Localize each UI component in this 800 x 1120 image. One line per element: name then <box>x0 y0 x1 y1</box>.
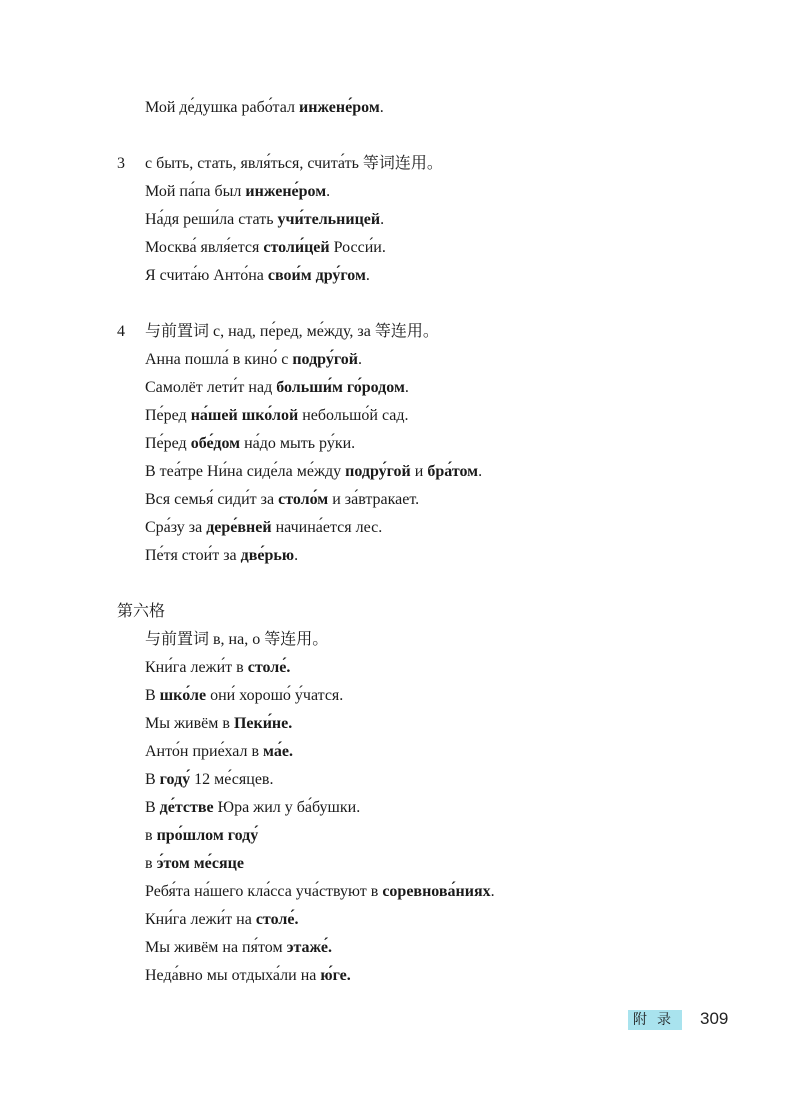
text-span: Кни́га лежи́т на <box>145 911 256 928</box>
emphasized-word: соревнова́ниях <box>382 883 491 900</box>
text-span: Ребя́та на́шего кла́сса уча́ствуют в <box>145 883 383 900</box>
text-span: В <box>145 799 160 816</box>
example-line <box>145 797 360 819</box>
emphasized-word: ю́ге. <box>320 967 351 984</box>
emphasized-word: бра́том <box>427 463 479 480</box>
example-line <box>145 321 439 343</box>
text-span: . <box>478 463 483 480</box>
emphasized-word: подру́гой <box>292 351 358 368</box>
example-line <box>145 97 384 119</box>
text-span: Анна пошла́ в кино́ с <box>145 351 293 368</box>
emphasized-word: столе́. <box>255 911 299 928</box>
section-heading: 第六格 <box>117 603 166 620</box>
text-span: Анто́н прие́хал в <box>145 743 264 760</box>
text-span: . <box>379 99 384 116</box>
example-line <box>145 489 419 511</box>
appendix-badge: 附录 <box>628 1010 682 1030</box>
example-line <box>145 853 244 875</box>
text-span: 12 ме́сяцев. <box>190 771 274 788</box>
page-number: 309 <box>700 1009 729 1028</box>
example-line <box>145 657 290 679</box>
example-line <box>145 433 355 455</box>
text-span: Пе́тя стои́т за <box>145 547 241 564</box>
text-span: Неда́вно мы отдыха́ли на <box>145 967 321 984</box>
example-line <box>145 209 384 231</box>
example-line <box>145 545 298 567</box>
text-span: и за́втракает. <box>328 491 420 508</box>
emphasized-word: Пеки́не. <box>233 715 293 732</box>
text-span: 与前置词 в, на, о 等连用。 <box>145 631 329 648</box>
example-line <box>145 685 343 707</box>
emphasized-word: обе́дом <box>190 435 241 452</box>
example-line <box>145 377 409 399</box>
emphasized-word: про́шлом году́ <box>156 827 259 844</box>
text-span: . <box>357 351 362 368</box>
text-span: Сра́зу за <box>145 519 207 536</box>
text-span: Мой де́душка рабо́тал <box>145 99 299 116</box>
text-span: с быть, стать, явля́ться, счита́ть 等词连用。 <box>145 155 443 172</box>
example-line <box>145 713 292 735</box>
text-span: Самолёт лети́т над <box>145 379 277 396</box>
example-line <box>145 825 258 847</box>
text-span: . <box>294 547 299 564</box>
text-span: . <box>365 267 370 284</box>
item-number: 3 <box>117 155 125 172</box>
emphasized-word: дере́вней <box>206 519 272 536</box>
emphasized-word: э́том ме́сяце <box>156 855 244 872</box>
emphasized-word: на́шей шко́лой <box>190 407 299 424</box>
text-span: Вся семья́ сиди́т за <box>145 491 279 508</box>
text-span: на́до мыть ру́ки. <box>240 435 356 452</box>
text-span: Мы живём на пя́том <box>145 939 287 956</box>
text-span: Пе́ред <box>145 407 191 424</box>
text-span: . <box>326 183 331 200</box>
emphasized-word: году́ <box>159 771 191 788</box>
example-line <box>145 181 330 203</box>
example-line <box>145 461 482 483</box>
example-line <box>145 405 409 427</box>
text-span: Юра жил у ба́бушки. <box>213 799 361 816</box>
emphasized-word: две́рью <box>240 547 295 564</box>
emphasized-word: ма́е. <box>263 743 293 760</box>
example-line <box>145 881 495 903</box>
emphasized-word: больши́м го́родом <box>276 379 405 396</box>
emphasized-word: этаже́. <box>286 939 333 956</box>
text-span: Росси́и. <box>329 239 386 256</box>
text-span: Пе́ред <box>145 435 191 452</box>
example-line <box>145 741 293 763</box>
text-span: . <box>490 883 495 900</box>
text-span: и <box>410 463 428 480</box>
text-span: . <box>380 211 385 228</box>
example-line <box>145 769 273 791</box>
text-span: В <box>145 687 160 704</box>
text-span: в <box>145 827 157 844</box>
text-span: Кни́га лежи́т в <box>145 659 248 676</box>
emphasized-word: подру́гой <box>345 463 411 480</box>
text-span: Мы живём в <box>145 715 234 732</box>
emphasized-word: де́тстве <box>159 799 214 816</box>
text-span: Москва́ явля́ется <box>145 239 264 256</box>
item-number: 4 <box>117 323 125 340</box>
example-line <box>145 153 443 175</box>
example-line <box>145 237 386 259</box>
emphasized-word: шко́ле <box>159 687 207 704</box>
emphasized-word: учи́тельницей <box>277 211 381 228</box>
text-span: В <box>145 771 160 788</box>
text-span: небольшо́й сад. <box>298 407 409 424</box>
text-span: 与前置词 с, над, пе́ред, ме́жду, за 等连用。 <box>145 323 439 340</box>
text-span: в <box>145 855 157 872</box>
example-line <box>145 629 328 651</box>
text-span: На́дя реши́ла стать <box>145 211 278 228</box>
text-span: Мой па́па был <box>145 183 246 200</box>
text-span: они́ хорошо́ у́чатся. <box>206 687 344 704</box>
emphasized-word: инжене́ром <box>245 183 327 200</box>
example-line <box>145 517 382 539</box>
emphasized-word: столо́м <box>278 491 329 508</box>
text-span: В теа́тре Ни́на сиде́ла ме́жду <box>145 463 346 480</box>
example-line <box>145 909 298 931</box>
text-span: Я счита́ю Анто́на <box>145 267 268 284</box>
text-span: . <box>404 379 409 396</box>
emphasized-word: свои́м дру́гом <box>267 267 366 284</box>
text-span: начина́ется лес. <box>271 519 383 536</box>
example-line <box>145 965 351 987</box>
emphasized-word: инжене́ром <box>298 99 380 116</box>
emphasized-word: столе́. <box>247 659 291 676</box>
emphasized-word: столи́цей <box>263 239 330 256</box>
example-line <box>145 937 332 959</box>
example-line <box>145 265 370 287</box>
example-line <box>145 349 362 371</box>
